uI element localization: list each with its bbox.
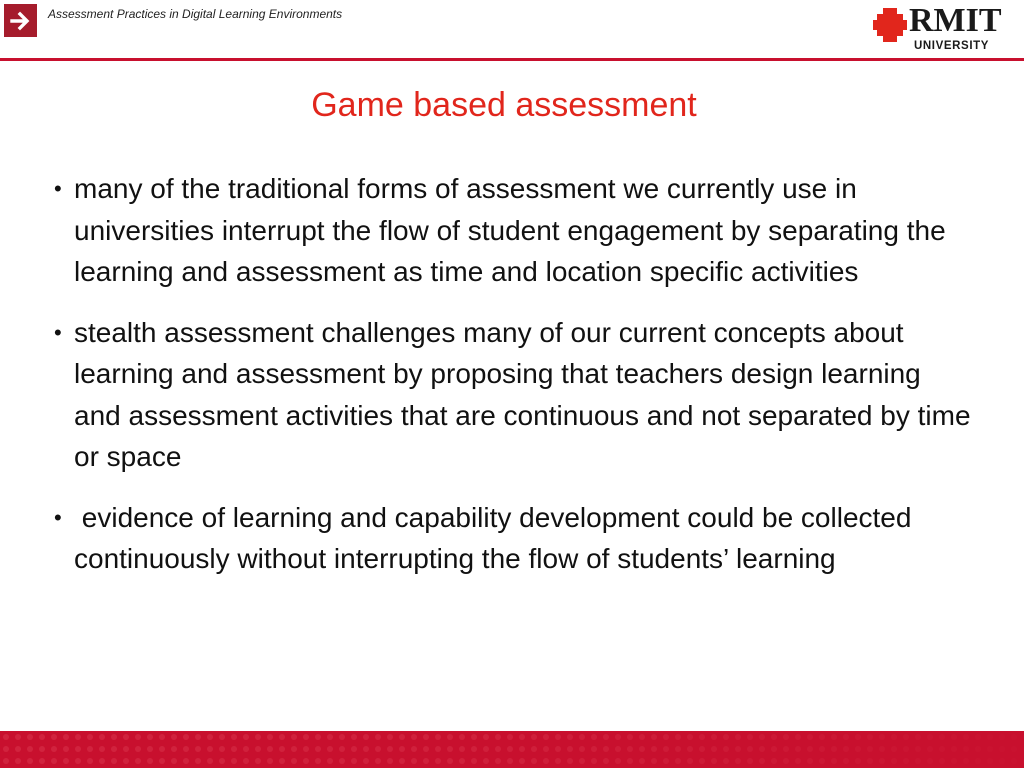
arrow-right-icon xyxy=(4,4,37,37)
logo-wordmark: RMIT xyxy=(909,2,1002,39)
presentation-title: Assessment Practices in Digital Learning Environments xyxy=(48,7,343,21)
bullet-item xyxy=(54,497,974,580)
bullet-list xyxy=(54,168,979,599)
bullet-text: many of the traditional forms of assessment we currently use in universities interrupt the flow of student engagement by separating the learning and assessment as time and location specific activities xyxy=(74,173,954,287)
bullet-marker: • xyxy=(54,319,62,345)
slide-title: Game based assessment xyxy=(311,86,697,124)
rmit-logo xyxy=(873,4,1015,54)
rmit-pixel-mark-icon xyxy=(873,8,907,42)
arrow-right-glyph xyxy=(10,10,32,32)
bullet-text: evidence of learning and capability development could be collected continuously without interrupting the flow of students’ learning xyxy=(74,501,920,574)
header-divider xyxy=(0,58,1024,61)
bullet-marker: • xyxy=(54,176,62,201)
bullet-item xyxy=(54,312,979,478)
footer-band xyxy=(0,731,1024,768)
bullet-item xyxy=(54,168,974,293)
footer-pattern xyxy=(0,731,1024,768)
bullet-marker: • xyxy=(54,504,62,530)
bullet-text: stealth assessment challenges many of our current concepts about learning and assessment by proposing that teachers design learning and assessment activities that are continuous and not separated by time or space xyxy=(74,316,979,472)
logo-subtitle: UNIVERSITY xyxy=(914,40,990,52)
